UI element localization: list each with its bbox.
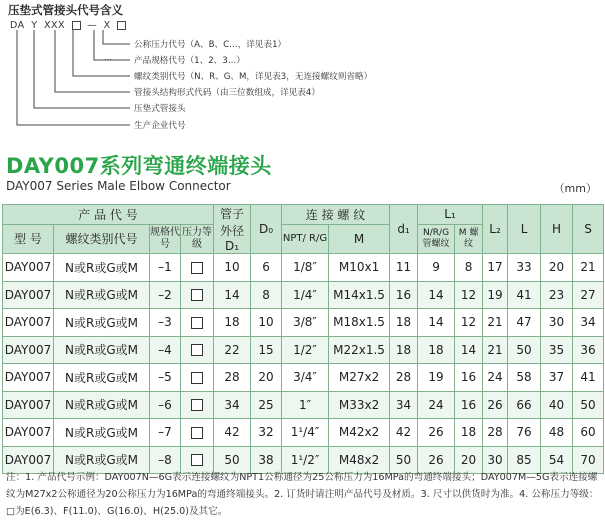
header-tube-od-line1: 管子 [220,207,245,221]
cell-spec-code: –6 [150,391,181,419]
code-part-dash: — [87,20,98,31]
cell-npt-thread: 1/8″ [282,254,329,282]
cell-l1-pipe-thread: 26 [418,419,455,447]
cell-tube-od: 10 [214,254,251,282]
cell-l2: 19 [483,281,508,309]
legend-item-structure: 管接头结构形式代码（由三位数组成，详见表4） [134,88,320,98]
cell-m-thread: M22x1.5 [329,336,390,364]
header-l2: L₂ [483,205,508,254]
header-tube-od-symbol: D₁ [224,239,240,253]
cell-model: DAY007 [3,336,54,364]
table-body [3,254,604,474]
cell-d1: 42 [390,419,418,447]
header-spec-code: 规格代号 [150,224,181,253]
connector-line-thread [73,30,130,76]
cell-l: 50 [508,336,541,364]
cell-spec-code: –1 [150,254,181,282]
cell-l2: 28 [483,419,508,447]
pressure-grade-box [191,289,203,301]
header-s: S [573,205,604,254]
pressure-grade-box [191,399,203,411]
code-diagram-lines [0,0,140,135]
cell-model: DAY007 [3,364,54,392]
cell-npt-thread: 1¹/2″ [282,446,329,474]
cell-d0: 10 [251,309,282,337]
cell-thread-type: N或R或G或M [54,391,150,419]
cell-d1: 11 [390,254,418,282]
cell-l: 85 [508,446,541,474]
cell-d0: 32 [251,419,282,447]
cell-m-thread: M33x2 [329,391,390,419]
cell-model: DAY007 [3,281,54,309]
header-pressure-grade: 压力等级 [181,224,214,253]
cell-d1: 16 [390,281,418,309]
pressure-grade-box [191,317,203,329]
pressure-grade-box [191,344,203,356]
cell-npt-thread: 1/4″ [282,281,329,309]
header-l: L [508,205,541,254]
cell-thread-type: N或R或G或M [54,254,150,282]
cell-npt-thread: 3/8″ [282,309,329,337]
header-d0: D₀ [251,205,282,254]
cell-tube-od: 18 [214,309,251,337]
cell-pressure-grade [181,364,214,392]
table-row [3,391,604,419]
svg-text:⋯: ⋯ [104,55,112,64]
cell-npt-thread: 1/2″ [282,336,329,364]
cell-l1-m-thread: 16 [455,391,483,419]
cell-l1-pipe-thread: 19 [418,364,455,392]
cell-pressure-grade [181,281,214,309]
cell-l: 47 [508,309,541,337]
cell-h: 37 [541,364,573,392]
cell-npt-thread: 1″ [282,391,329,419]
legend-item-spec: 产品规格代号（1、2、3…） [134,56,245,66]
cell-m-thread: M18x1.5 [329,309,390,337]
code-part-spec: X [103,20,111,31]
cell-model: DAY007 [3,446,54,474]
cell-l1-m-thread: 14 [455,336,483,364]
cell-s: 60 [573,419,604,447]
cell-d0: 20 [251,364,282,392]
cell-l: 41 [508,281,541,309]
cell-l2: 30 [483,446,508,474]
cell-l1-m-thread: 16 [455,364,483,392]
spec-table [2,204,604,474]
header-product-code: 产 品 代 号 [3,205,214,225]
header-d1: d₁ [390,205,418,254]
cell-l2: 26 [483,391,508,419]
header-m: M [329,224,390,253]
cell-d0: 6 [251,254,282,282]
cell-s: 34 [573,309,604,337]
cell-tube-od: 34 [214,391,251,419]
legend-item-type: 压垫式管接头 [134,104,186,114]
cell-l: 66 [508,391,541,419]
cell-spec-code: –8 [150,446,181,474]
connector-line-spec [94,30,130,60]
cell-h: 23 [541,281,573,309]
cell-h: 30 [541,309,573,337]
cell-s: 50 [573,391,604,419]
table-header-row-1 [3,205,604,225]
legend-item-pressure: 公称压力代号（A、B、C…，详见表1） [134,40,287,50]
cell-pressure-grade [181,419,214,447]
cell-npt-thread: 1¹/4″ [282,419,329,447]
cell-d1: 34 [390,391,418,419]
page-subtitle: DAY007 Series Male Elbow Connector [6,179,231,193]
connector-line-pressure [103,30,130,44]
pressure-grade-box [191,262,203,274]
cell-model: DAY007 [3,391,54,419]
cell-l1-m-thread: 12 [455,309,483,337]
cell-pressure-grade [181,309,214,337]
cell-l2: 17 [483,254,508,282]
cell-model: DAY007 [3,309,54,337]
cell-tube-od: 42 [214,419,251,447]
cell-d0: 15 [251,336,282,364]
cell-pressure-grade [181,254,214,282]
cell-l1-m-thread: 12 [455,281,483,309]
notes: 注：1. 产品代号示例：DAY007N—6G表示连接螺纹为NPT1公称通径为25公称压力为16MPa的弯通终端接头；DAY007M—5G表示连接螺纹为M27x2公称通径为20公称压力为16MPa的弯通终端接头。2. 订货时请注明产品代号及材质。3. 尺寸以供货时为准。4. 公称压力等级：□为E(6.3)、F(11.0)、G(16.0)、H(25.0)及其它。 [6,472,599,517]
cell-l1-m-thread: 20 [455,446,483,474]
cell-h: 48 [541,419,573,447]
cell-h: 54 [541,446,573,474]
cell-s: 27 [573,281,604,309]
cell-tube-od: 50 [214,446,251,474]
cell-tube-od: 14 [214,281,251,309]
cell-d1: 28 [390,364,418,392]
header-l1-nrg: N/R/G 管螺纹 [418,224,455,253]
cell-spec-code: –5 [150,364,181,392]
cell-pressure-grade [181,391,214,419]
table-row [3,364,604,392]
header-tube-od [214,205,251,254]
cell-l2: 24 [483,364,508,392]
cell-l: 76 [508,419,541,447]
connector-line-type [34,30,130,108]
cell-l: 33 [508,254,541,282]
header-l1: L₁ [418,205,483,225]
pressure-grade-box [191,372,203,384]
header-npt-rg: NPT/ R/G [282,224,329,253]
cell-d1: 50 [390,446,418,474]
unit-label: （mm） [553,182,597,195]
cell-l2: 21 [483,336,508,364]
cell-thread-type: N或R或G或M [54,281,150,309]
cell-d0: 38 [251,446,282,474]
cell-spec-code: –3 [150,309,181,337]
table-row [3,309,604,337]
cell-m-thread: M27x2 [329,364,390,392]
cell-l1-pipe-thread: 14 [418,309,455,337]
cell-l1-pipe-thread: 9 [418,254,455,282]
pressure-grade-box [191,427,203,439]
cell-d0: 8 [251,281,282,309]
cell-d1: 18 [390,309,418,337]
cell-l: 58 [508,364,541,392]
cell-d1: 18 [390,336,418,364]
cell-spec-code: –4 [150,336,181,364]
cell-pressure-grade [181,336,214,364]
cell-tube-od: 28 [214,364,251,392]
cell-l1-m-thread: 18 [455,419,483,447]
header-h: H [541,205,573,254]
cell-l2: 21 [483,309,508,337]
cell-h: 35 [541,336,573,364]
cell-s: 36 [573,336,604,364]
cell-h: 40 [541,391,573,419]
cell-thread-type: N或R或G或M [54,336,150,364]
cell-thread-type: N或R或G或M [54,309,150,337]
connector-line-structure [55,30,130,92]
cell-spec-code: –2 [150,281,181,309]
cell-thread-type: N或R或G或M [54,419,150,447]
code-part-type: Y [31,20,38,31]
header-thread-type-code: 螺纹类别代号 [54,224,150,253]
pressure-grade-box [191,454,203,466]
cell-l1-pipe-thread: 26 [418,446,455,474]
page-title: DAY007系列弯通终端接头 [6,154,272,178]
cell-l1-pipe-thread: 24 [418,391,455,419]
table-row [3,419,604,447]
legend-item-thread: 螺纹类别代号（N、R、G、M，详见表3，无连接螺纹则省略） [134,72,373,82]
legend-item-manufacturer: 生产企业代号 [134,121,186,131]
cell-tube-od: 22 [214,336,251,364]
header-model: 型 号 [3,224,54,253]
header-thread: 连 接 螺 纹 [282,205,390,225]
cell-s: 70 [573,446,604,474]
cell-spec-code: –7 [150,419,181,447]
cell-model: DAY007 [3,419,54,447]
table-row [3,254,604,282]
cell-l1-m-thread: 8 [455,254,483,282]
cell-s: 41 [573,364,604,392]
header-l1-m: M 螺纹 [455,224,483,253]
cell-s: 21 [573,254,604,282]
cell-npt-thread: 3/4″ [282,364,329,392]
table-row [3,336,604,364]
code-part-structure: XXX [44,20,66,31]
cell-m-thread: M14x1.5 [329,281,390,309]
cell-l1-pipe-thread: 14 [418,281,455,309]
header-tube-od-line2: 外径 [220,224,245,238]
cell-m-thread: M48x2 [329,446,390,474]
cell-m-thread: M42x2 [329,419,390,447]
cell-thread-type: N或R或G或M [54,446,150,474]
cell-d0: 25 [251,391,282,419]
cell-thread-type: N或R或G或M [54,364,150,392]
cell-l1-pipe-thread: 18 [418,336,455,364]
cell-model: DAY007 [3,254,54,282]
cell-h: 20 [541,254,573,282]
code-part-manufacturer: DA [10,20,25,31]
legend-title: 压垫式管接头代号含义 [8,3,123,17]
table-row [3,281,604,309]
cell-m-thread: M10x1 [329,254,390,282]
